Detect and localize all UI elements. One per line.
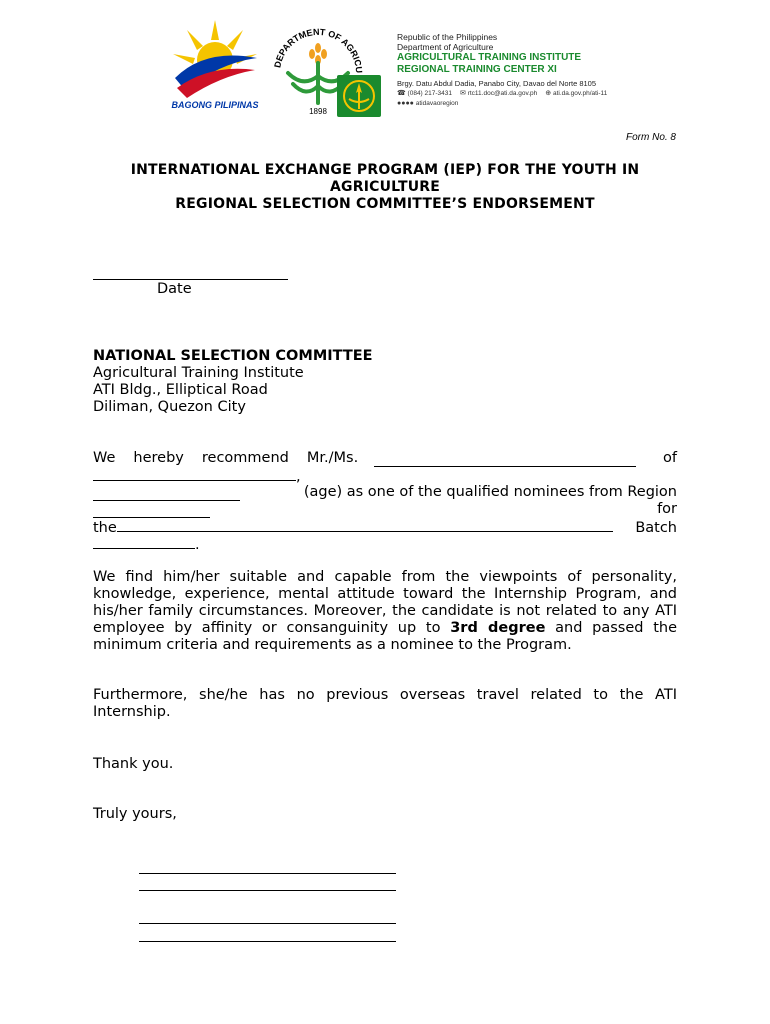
email-icon: ✉ (460, 90, 466, 97)
degree-bold: 3rd degree (450, 620, 546, 636)
title-line-3: REGIONAL SELECTION COMMITTEE’S ENDORSEMENT (175, 196, 595, 212)
nominee-name-field[interactable] (374, 453, 636, 467)
signature-line-2[interactable] (139, 890, 396, 891)
recommend-row-6: . (93, 535, 200, 554)
recommend-row-3: (age) as one of the qualified nominees from Region (93, 484, 677, 501)
phone-icon: ☎ (397, 90, 406, 97)
signature-line-4[interactable] (139, 941, 396, 942)
addressee-name: NATIONAL SELECTION COMMITTEE (93, 348, 373, 364)
social-text: atidavaoregion (415, 100, 459, 107)
form-number: Form No. 8 (625, 132, 676, 143)
svg-text:DEPARTMENT OF AGRICULTURE: DEPARTMENT OF AGRICU (272, 26, 365, 74)
addressee-block (93, 348, 373, 416)
republic-line: Republic of the Philippines (397, 32, 498, 42)
title-line-2: AGRICULTURE (329, 179, 441, 195)
date-line[interactable] (93, 279, 288, 280)
thank-you: Thank you. (93, 756, 174, 772)
age-field[interactable] (93, 487, 240, 501)
bagong-pilipinas-logo (165, 18, 265, 113)
batch-field[interactable] (93, 535, 195, 549)
org-center: REGIONAL TRAINING CENTER XI (397, 64, 557, 75)
social-icons: ●●●● (397, 100, 414, 107)
recommend-row-2: , (93, 467, 301, 486)
date-label: Date (157, 281, 192, 297)
email-text: rtc11.doc@ati.da.gov.ph (467, 90, 538, 97)
web-text: ati.da.gov.ph/ati-11 (552, 90, 608, 97)
signature-line-1[interactable] (139, 873, 396, 874)
ati-logo (337, 75, 381, 117)
region-field[interactable] (93, 504, 210, 518)
recommend-row-4: for (93, 501, 677, 518)
phone-text: (084) 217-3431 (407, 90, 452, 97)
department-line: Department of Agriculture (397, 42, 494, 52)
addressee-line-3: Diliman, Quezon City (93, 399, 246, 415)
social-row (397, 99, 607, 109)
document-title (60, 162, 710, 213)
bagong-pilipinas-text: BAGONG PILIPINAS (171, 100, 259, 110)
contact-row (397, 89, 607, 99)
title-line-1: INTERNATIONAL EXCHANGE PROGRAM (IEP) FOR THE YOUTH IN (130, 162, 640, 178)
program-field[interactable] (117, 518, 613, 532)
header-text-block (397, 32, 607, 109)
nominee-address-field[interactable] (93, 467, 296, 481)
addressee-line-1: Agricultural Training Institute (93, 365, 304, 381)
org-name: AGRICULTURAL TRAINING INSTITUTE (397, 52, 582, 63)
svg-text:1898: 1898 (309, 107, 327, 116)
addressee-line-2: ATI Bldg., Elliptical Road (93, 382, 268, 398)
org-address: Brgy. Datu Abdul Dadia, Panabo City, Davao del Norte 8105 (397, 79, 597, 88)
body-paragraph-1: We find him/her suitable and capable from the viewpoints of personality, knowledge, experience, mental attitude toward the Internship Program, and his/her family circumstances. Moreover, the candidate is not related to any ATI employee by affinity or consanguinity up to 3rd degree and passed the minimum criteria and requirements as a nominee to the Program. (93, 569, 677, 653)
recommend-row-1: We hereby recommend Mr./Ms. of (93, 450, 677, 466)
signature-line-3[interactable] (139, 923, 396, 924)
closing: Truly yours, (93, 806, 177, 822)
body-paragraph-2: Furthermore, she/he has no previous overseas travel related to the ATI Internship. (93, 687, 677, 720)
web-icon: ⊕ (545, 90, 552, 97)
recommend-row-5: the Batch (93, 520, 677, 536)
